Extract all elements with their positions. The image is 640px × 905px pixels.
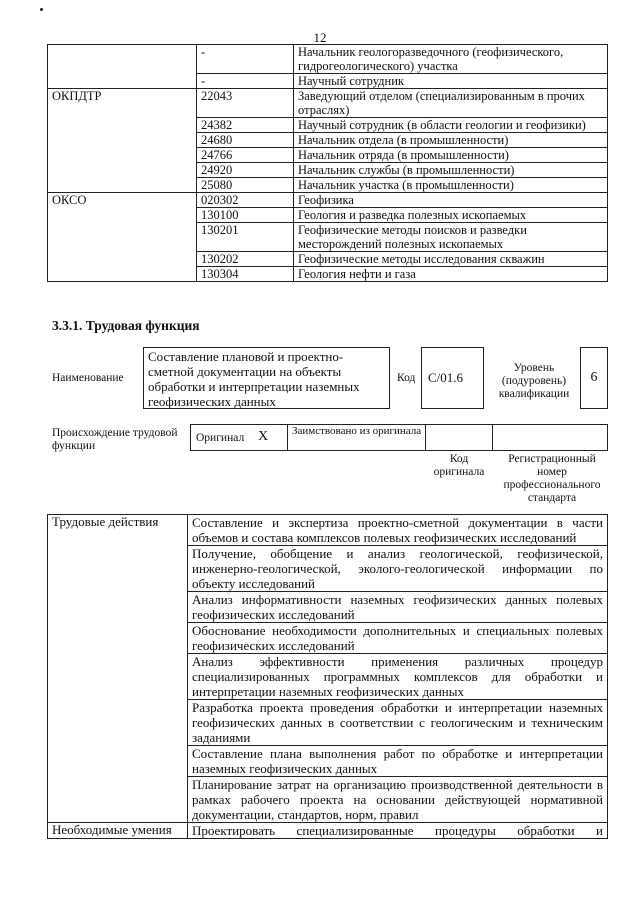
code-cell: 130100 <box>197 208 294 223</box>
code-original-caption: Код оригинала <box>433 453 485 478</box>
origin-label: Происхождение трудовой функции <box>52 427 178 452</box>
code-cell: 25080 <box>197 178 294 193</box>
occupation-name-cell: Начальник службы (в промышленности) <box>294 163 608 178</box>
code-cell: - <box>197 74 294 89</box>
skills-item: Проектировать специализированные процедуры обработки и <box>188 823 608 839</box>
function-code-box <box>421 347 484 409</box>
occupation-name-cell: Начальник отряда (в промышленности) <box>294 148 608 163</box>
occupation-name-cell: Геология и разведка полезных ископаемых <box>294 208 608 223</box>
function-code: C/01.6 <box>428 370 464 385</box>
skills-label: Необходимые умения <box>48 823 188 839</box>
code-cell: 24680 <box>197 133 294 148</box>
occupation-name-cell: Начальник геологоразведочного (геофизического, гидрогеологического) участка <box>294 45 608 74</box>
code-label: Код <box>397 372 416 384</box>
labor-action-item: Разработка проекта проведения обработки и интерпретации наземных геофизических данных в соответствии с геологическим и техническим заданиями <box>188 700 608 746</box>
code-cell: 020302 <box>197 193 294 208</box>
labor-action-item: Получение, обобщение и анализ геологической, геофизической, инженерно-геологической, эколого-геологической информации по объекту исследований <box>188 546 608 592</box>
name-label: Наименование <box>52 372 124 384</box>
code-cell: 24382 <box>197 118 294 133</box>
classifier-cell <box>48 45 197 89</box>
codes-table-row <box>48 89 608 118</box>
code-cell: 130304 <box>197 267 294 282</box>
occupation-name-cell: Начальник отдела (в промышленности) <box>294 133 608 148</box>
classifier-cell: ОКПДТР <box>48 89 197 193</box>
labor-action-item: Анализ эффективности применения различных процедур специализированных программных комплексов для обработки и интерпретации наземных геофизических данных <box>188 654 608 700</box>
labor-action-item: Планирование затрат на организацию производственной деятельности в рамках рабочего проекта на основании действующей нормативной документации, стандартов, норм, правил <box>188 777 608 823</box>
labor-action-row <box>48 515 608 546</box>
labor-action-item: Анализ информативности наземных геофизических данных полевых геофизических исследований <box>188 592 608 623</box>
code-cell: 24920 <box>197 163 294 178</box>
level-box <box>580 347 608 409</box>
level-value: 6 <box>590 370 598 385</box>
page-number: 12 <box>313 30 327 45</box>
reg-number-caption: Регистрационный номер профессионального стандарта <box>503 453 601 504</box>
original-label: Оригинал <box>196 432 245 444</box>
function-name-box <box>143 347 390 409</box>
code-cell: 22043 <box>197 89 294 118</box>
code-cell: 24766 <box>197 148 294 163</box>
code-cell: - <box>197 45 294 74</box>
origin-divider-3 <box>492 424 493 451</box>
origin-divider-1 <box>287 424 288 451</box>
occupation-name-cell: Научный сотрудник <box>294 74 608 89</box>
codes-table <box>47 44 608 282</box>
actions-table <box>47 514 608 839</box>
labor-action-item: Составление плана выполнения работ по обработке и интерпретации наземных геофизических данных <box>188 746 608 777</box>
occupation-name-cell: Геофизика <box>294 193 608 208</box>
labor-action-item: Обоснование необходимости дополнительных и специальных полевых геофизических исследований <box>188 623 608 654</box>
occupation-name-cell: Заведующий отделом (специализированным в прочих отраслях) <box>294 89 608 118</box>
code-cell: 130201 <box>197 223 294 252</box>
original-mark: X <box>258 429 269 444</box>
skills-row <box>48 823 608 839</box>
borrowed-label: Заимствовано из оригинала <box>292 425 422 437</box>
origin-divider-2 <box>425 424 426 451</box>
codes-table-row <box>48 193 608 208</box>
section-title: 3.3.1. Трудовая функция <box>52 318 200 333</box>
occupation-name-cell: Геология нефти и газа <box>294 267 608 282</box>
function-name: Составление плановой и проектно-сметной документации на объекты обработки и интерпретации наземных геофизических данных <box>148 349 360 409</box>
code-cell: 130202 <box>197 252 294 267</box>
occupation-name-cell: Геофизические методы исследования скважин <box>294 252 608 267</box>
occupation-name-cell: Геофизические методы поисков и разведки месторождений полезных ископаемых <box>294 223 608 252</box>
classifier-cell: ОКСО <box>48 193 197 282</box>
scan-speck <box>40 8 43 11</box>
level-label: Уровень (подуровень) квалификации <box>498 362 570 400</box>
labor-actions-label: Трудовые действия <box>48 515 188 823</box>
occupation-name-cell: Начальник участка (в промышленности) <box>294 178 608 193</box>
codes-table-row <box>48 45 608 74</box>
labor-action-item: Составление и экспертиза проектно-сметной документации в части объемов и состава комплексов полевых геофизических исследований <box>188 515 608 546</box>
occupation-name-cell: Научный сотрудник (в области геологии и геофизики) <box>294 118 608 133</box>
